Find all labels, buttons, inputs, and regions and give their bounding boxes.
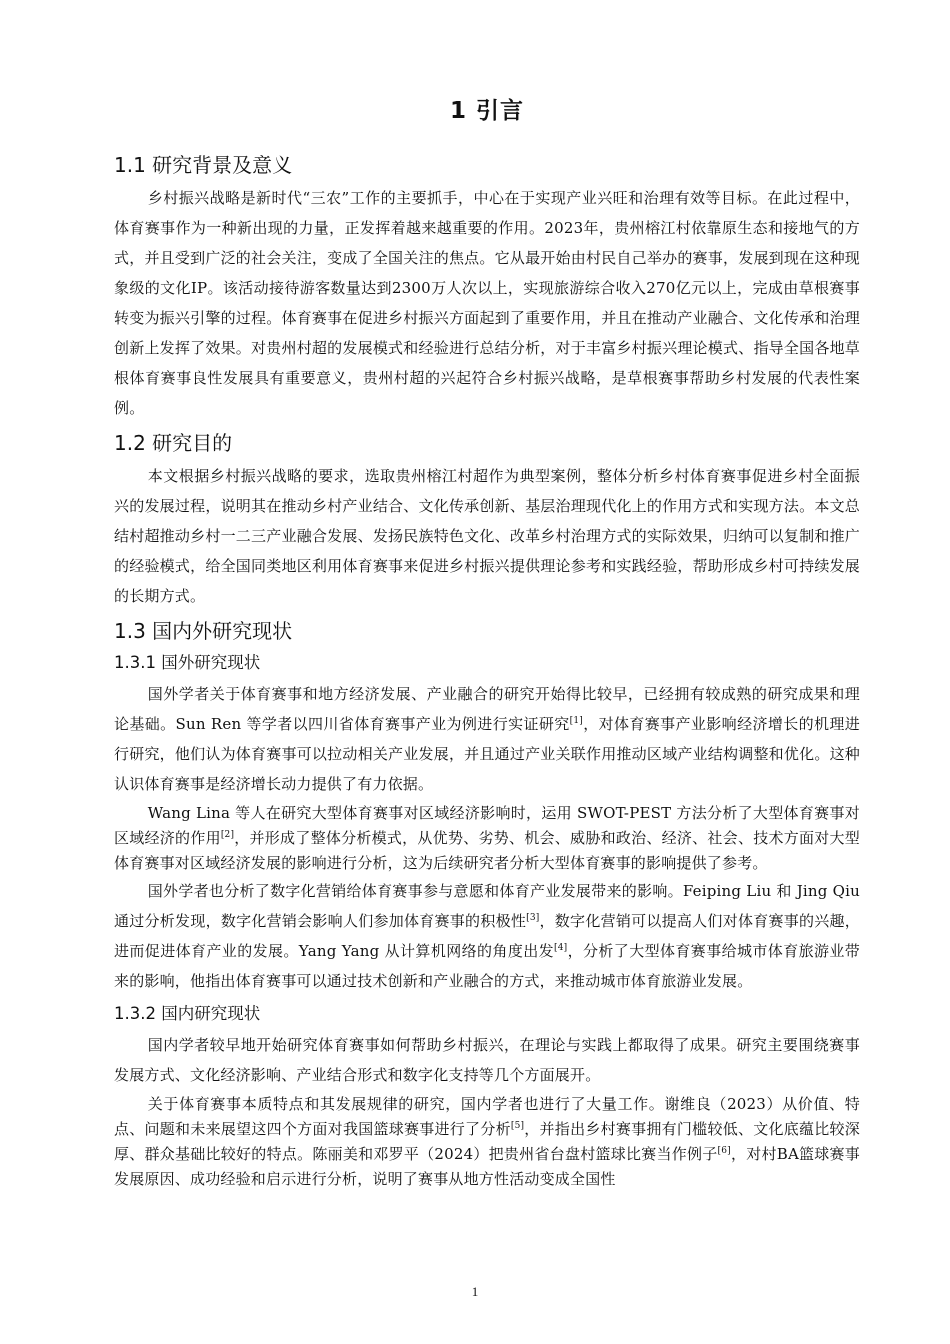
text-segment: ，并指出乡村赛事拥有门槛较低、文化底蕴比较深厚、群众基础比较好的特点。陈丽美和邓罗平（2024）把贵州省台盘村篮球比赛当作例子 <box>114 1120 861 1163</box>
text-segment: Wang Lina 等人在研究大型体育赛事对区域经济影响时，运用 SWOT-PEST 方法分析了大型体育赛事对区域经济的作用 <box>114 804 860 847</box>
text-segment: ，并形成了整体分析模式，从优势、劣势、机会、威胁和政治、经济、社会、技术方面对大型体育赛事对区域经济发展的影响进行分析，这为后续研究者分析大型体育赛事的影响提供了参考。 <box>114 829 860 872</box>
page-content <box>114 88 860 1192</box>
paragraph-background: 乡村振兴战略是新时代“三农”工作的主要抓手，中心在于实现产业兴旺和治理有效等目标。在此过程中，体育赛事作为一种新出现的力量，正发挥着越来越重要的作用。2023年，贵州榕江村依靠原生态和接地气的方式，并且受到广泛的社会关注，变成了全国关注的焦点。它从最开始由村民自己举办的赛事，发展到现在这种现象级的文化IP。该活动接待游客数量达到2300万人次以上，实现旅游综合收入270亿元以上，完成由草根赛事转变为振兴引擎的过程。体育赛事在促进乡村振兴方面起到了重要作用，并且在推动产业融合、文化传承和治理创新上发挥了效果。对贵州村超的发展模式和经验进行总结分析，对于丰富乡村振兴理论模式、指导全国各地草根体育赛事良性发展具有重要意义，贵州村超的兴起符合乡村振兴战略，是草根赛事帮助乡村发展的代表性案例。 <box>114 189 860 417</box>
paragraph-foreign-1 <box>114 679 860 799</box>
text-segment: 国外学者关于体育赛事和地方经济发展、产业融合的研究开始得比较早，已经拥有较成熟的研究成果和理论基础。Sun Ren 等学者以四川省体育赛事产业为例进行实证研究 <box>114 685 860 733</box>
text-segment: ，对村BA篮球赛事发展原因、成功经验和启示进行分析，说明了赛事从地方性活动变成全国性 <box>114 1145 860 1188</box>
paragraph-domestic-1: 国内学者较早地开始研究体育赛事如何帮助乡村振兴，在理论与实践上都取得了成果。研究主要围绕赛事发展方式、文化经济影响、产业结合形式和数字化支持等几个方面展开。 <box>114 1036 860 1084</box>
citation-ref-6: [6] <box>717 1146 731 1156</box>
page-number: 1 <box>471 1284 479 1299</box>
citation-ref-1: [1] <box>569 716 583 726</box>
citation-ref-2: [2] <box>220 830 235 840</box>
paragraph-foreign-3 <box>114 876 860 996</box>
subsection-heading-1-3-2: 1.3.2 国内研究现状 <box>114 1004 261 1023</box>
section-heading-1-3: 1.3 国内外研究现状 <box>114 619 293 643</box>
section-heading-1-1: 1.1 研究背景及意义 <box>114 153 293 177</box>
subsection-heading-1-3-1: 1.3.1 国外研究现状 <box>114 653 261 672</box>
paragraph-foreign-2 <box>114 801 860 876</box>
text-segment: ，分析了大型体育赛事给城市体育旅游业带来的影响，他指出体育赛事可以通过技术创新和产业融合的方式，来推动城市体育旅游业发展。 <box>114 942 860 990</box>
paragraph-domestic-2 <box>114 1092 860 1192</box>
citation-ref-5: [5] <box>510 1121 525 1131</box>
section-heading-1-2: 1.2 研究目的 <box>114 431 233 455</box>
citation-ref-4: [4] <box>554 943 568 953</box>
text-segment: 关于体育赛事本质特点和其发展规律的研究，国内学者也进行了大量工作。谢维良（2023）从价值、特点、问题和未来展望这四个方面对我国篮球赛事进行了分析 <box>114 1095 860 1138</box>
citation-ref-3: [3] <box>526 913 540 923</box>
text-segment: 国外学者也分析了数字化营销给体育赛事参与意愿和体育产业发展带来的影响。Feiping Liu 和 Jing Qiu 通过分析发现，数字化营销会影响人们参加体育赛事的积极性 <box>114 882 860 930</box>
chapter-title: 1 引言 <box>449 98 524 124</box>
paragraph-purpose: 本文根据乡村振兴战略的要求，选取贵州榕江村超作为典型案例，整体分析乡村体育赛事促进乡村全面振兴的发展过程，说明其在推动乡村产业结合、文化传承创新、基层治理现代化上的作用方式和实现方法。本文总结村超推动乡村一二三产业融合发展、发扬民族特色文化、改革乡村治理方式的实际效果，归纳可以复制和推广的经验模式，给全国同类地区利用体育赛事来促进乡村振兴提供理论参考和实践经验，帮助形成乡村可持续发展的长期方式。 <box>114 467 860 605</box>
text-segment: ，数字化营销可以提高人们对体育赛事的兴趣，进而促进体育产业的发展。Yang Yang 从计算机网络的角度出发 <box>114 912 860 960</box>
text-segment: ，对体育赛事产业影响经济增长的机理进行研究，他们认为体育赛事可以拉动相关产业发展，并且通过产业关联作用推动区域产业结构调整和优化。这种认识体育赛事是经济增长动力提供了有力依据。 <box>114 715 860 793</box>
